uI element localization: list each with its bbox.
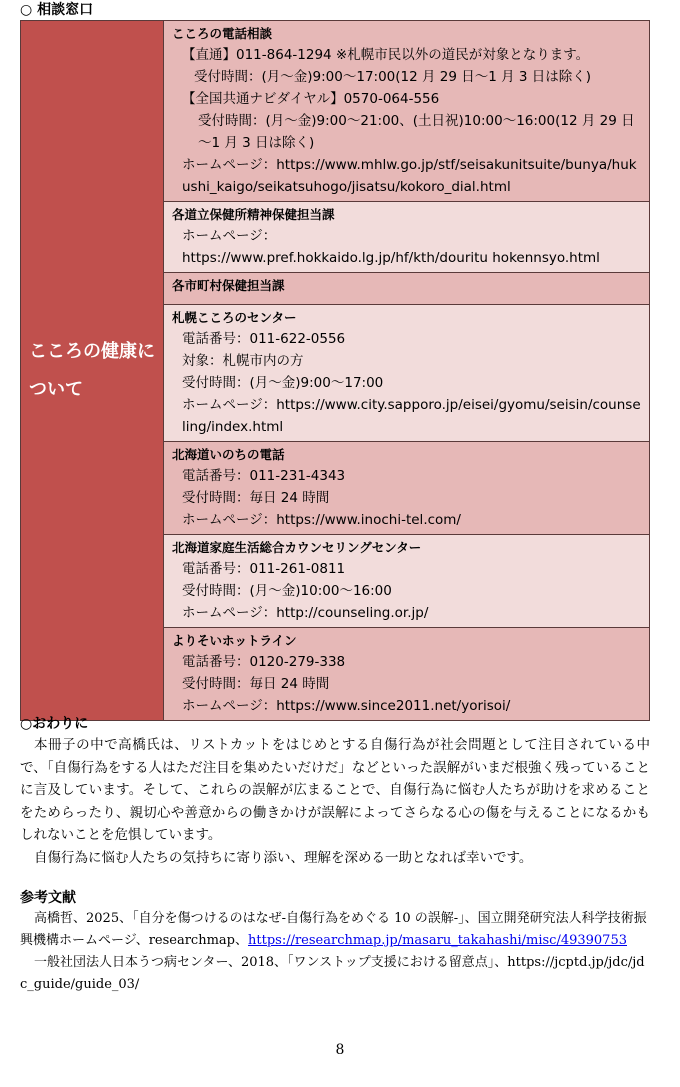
entry-title: よりそいホットライン <box>172 633 297 648</box>
entry-prefectural-health-center <box>164 202 650 273</box>
closing-paragraph: 本冊子の中で高橋氏は、リストカットをはじめとする自傷行為が社会問題として注目されている中で、「自傷行為をする人はただ注目を集めたいだけだ」などといった誤解がいまだ根強く残っていることに言及しています。そして、これらの誤解が広まることで、自傷行為に悩む人たちが助けを求めることをためらったり、親切心や善意からの働きかけが誤解によってさらなる心の傷を与えることになるかもしれないことを危惧しています。 <box>20 737 650 843</box>
entry-family-counseling-center <box>164 535 650 628</box>
references-section <box>20 888 650 996</box>
entry-homepage: ホームページ：https://www.mhlw.go.jp/stf/seisakunitsuite/bunya/hukushi_kaigo/seikatsuhogo/jisatsu/kokoro_dial.html <box>182 157 637 195</box>
entry-line: 受付時間：毎日 24 時間 <box>182 676 330 692</box>
entry-line: 受付時間：(月～金)10:00～16:00 <box>182 583 392 599</box>
category-cell: こころの健康について <box>21 21 164 721</box>
closing-section <box>20 714 650 869</box>
entry-line: 受付時間：(月～金)9:00～17:00 <box>182 375 384 391</box>
reference-item: 一般社団法人日本うつ病センター、2018、「ワンストップ支援における留意点」、https://jcptd.jp/jdc/jdc_guide/guide_03/ <box>20 955 645 992</box>
entry-line: 対象：札幌市内の方 <box>182 353 304 369</box>
entry-line: 電話番号：0120-279-338 <box>182 654 346 670</box>
entry-line: 受付時間：毎日 24 時間 <box>182 490 330 506</box>
closing-paragraph: 自傷行為に悩む人たちの気持ちに寄り添い、理解を深める一助となれば幸いです。 <box>34 849 533 866</box>
entry-homepage: ホームページ：https://www.city.sapporo.jp/eisei/gyomu/seisin/counseling/index.html <box>182 397 641 435</box>
entry-title: 各道立保健所精神保健担当課 <box>172 207 335 222</box>
entry-title: 各市町村保健担当課 <box>172 278 285 293</box>
entry-municipal-health-dept <box>164 273 650 305</box>
consultation-table <box>20 20 650 721</box>
entry-title: 札幌こころのセンター <box>172 310 297 325</box>
entry-line: ホームページ： <box>182 228 277 244</box>
closing-heading: ○おわりに <box>20 716 89 732</box>
entry-homepage: ホームページ：https://www.inochi-tel.com/ <box>182 512 461 528</box>
entry-homepage: ホームページ：https://www.since2011.net/yorisoi/ <box>182 698 511 714</box>
entry-inochi-phone <box>164 442 650 535</box>
reference-link[interactable]: https://researchmap.jp/masaru_takahashi/misc/49390753 <box>248 933 627 948</box>
entry-line: 【全国共通ナビダイヤル】0570-064-556 <box>182 91 440 107</box>
entry-line: 電話番号：011-231-4343 <box>182 468 346 484</box>
reference-item <box>20 908 650 952</box>
consultation-heading: ○ 相談窓口 <box>20 2 94 18</box>
entry-homepage: ホームページ：http://counseling.or.jp/ <box>182 605 429 621</box>
entry-homepage: https://www.pref.hokkaido.lg.jp/hf/kth/douritu hokennsyo.html <box>182 250 600 266</box>
entry-title: こころの電話相談 <box>172 26 273 41</box>
page-number: 8 <box>335 1042 345 1058</box>
reference-text: 高橋哲、2025、「自分を傷つけるのはなぜ-自傷行為をめぐる 10 の誤解-」、国立開発研究法人科学技術振興機構ホームページ、researchmap、 <box>20 911 647 948</box>
entry-yorisoi-hotline <box>164 628 650 721</box>
entry-line: 【直通】011-864-1294 ※札幌市民以外の道民が対象となります。 <box>182 47 590 63</box>
entry-kokoro-phone <box>164 21 650 202</box>
entry-title: 北海道家庭生活総合カウンセリングセンター <box>172 540 422 555</box>
entry-line: 受付時間：(月～金)9:00～17:00(12 月 29 日～1 月 3 日は除く) <box>194 69 592 85</box>
entry-line: 受付時間：(月～金)9:00～21:00、(土日祝)10:00～16:00(12 月 29 日～1 月 3 日は除く) <box>198 113 635 151</box>
entry-line: 電話番号：011-622-0556 <box>182 331 346 347</box>
entry-sapporo-kokoro-center <box>164 305 650 442</box>
references-heading: 参考文献 <box>20 890 76 906</box>
entry-line: 電話番号：011-261-0811 <box>182 561 346 577</box>
entry-title: 北海道いのちの電話 <box>172 447 285 462</box>
